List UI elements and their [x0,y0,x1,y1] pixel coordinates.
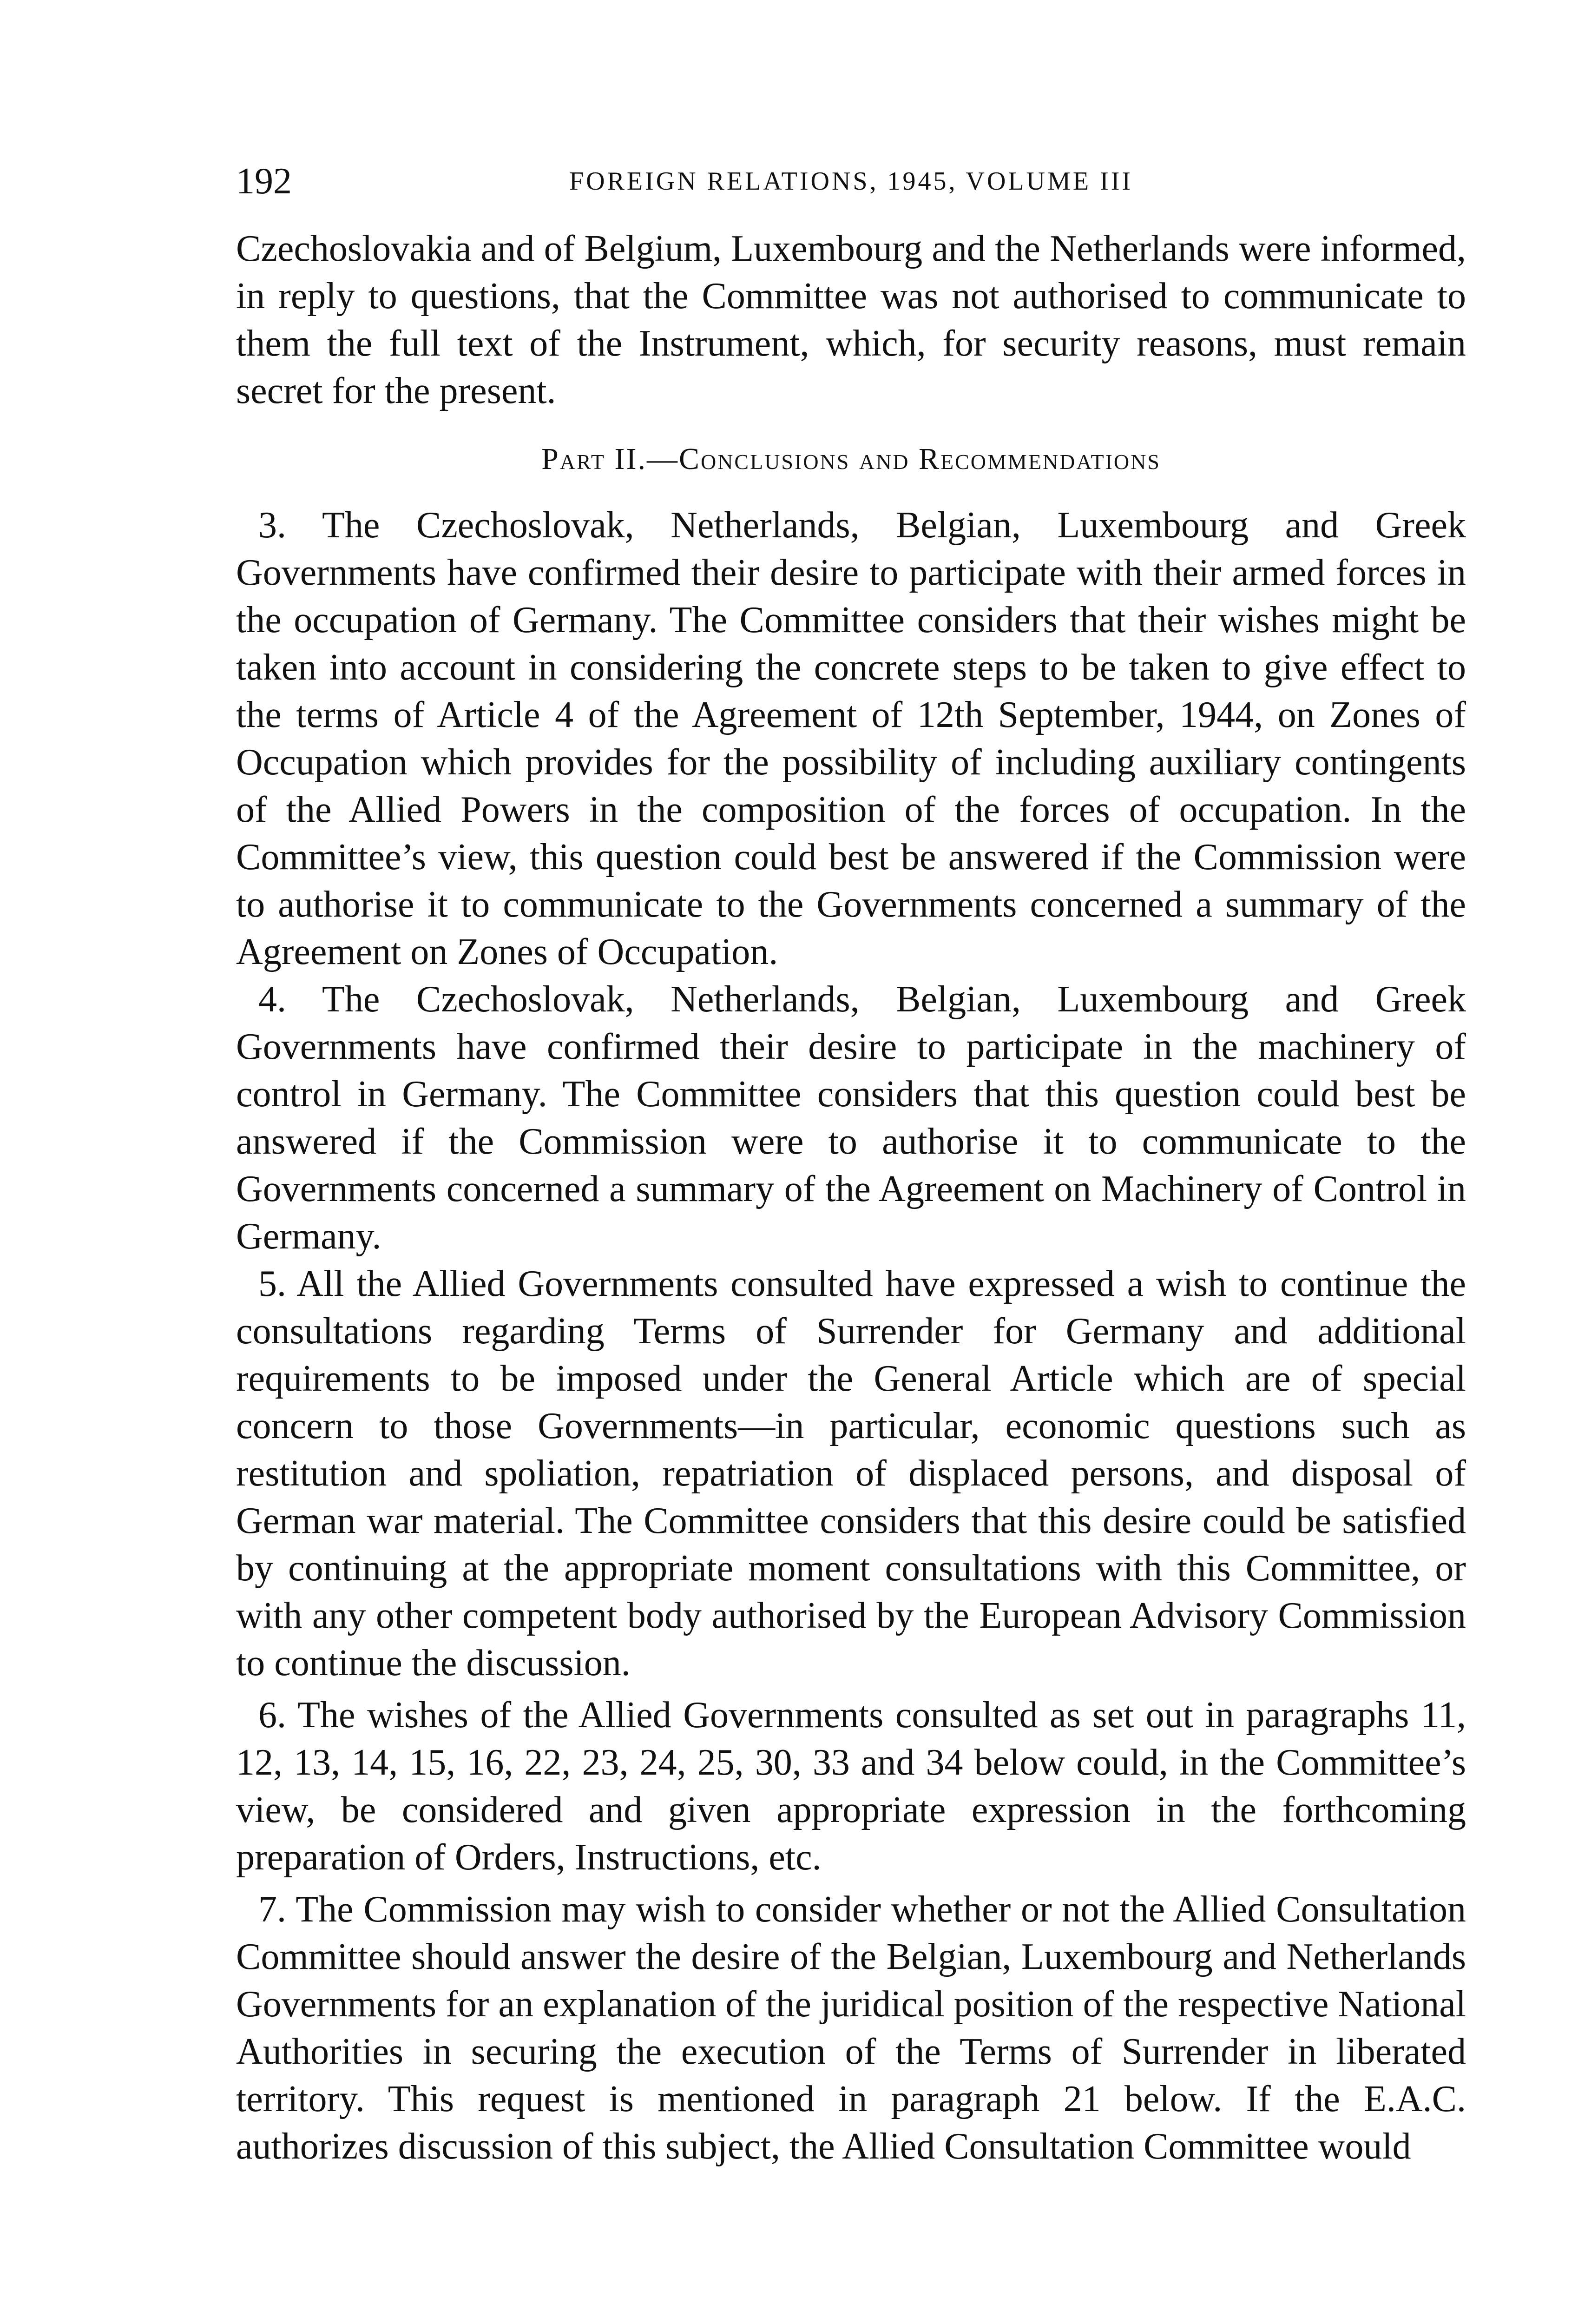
running-head: FOREIGN RELATIONS, 1945, VOLUME III [569,167,1133,196]
paragraph-5: 5. All the Allied Governments consulted have expressed a wish to continue the consultations regarding Terms of Surrender for Germany and additional requirements to be imposed under the General Article which are of special concern to those Governments—in particular, economic questions such as restitution and spoliation, repatriation of displaced persons, and disposal of German war material. The Committee considers that this desire could be satisfied by continuing at the appropriate moment consultations with this Committee, or with any other competent body authorised by the European Advisory Commission to continue the discussion. [236,1263,1466,1684]
document-body [236,225,1466,2170]
intro-paragraph: Czechoslovakia and of Belgium, Luxembourg and the Netherlands were informed, in reply to questions, that the Committee was not authorised to communicate to them the full text of the Instrument, which, for security reasons, must remain secret for the present. [236,228,1466,411]
document-page [236,153,1466,2170]
part-heading: Part II.—Conclusions and Recommendations [541,442,1161,476]
paragraph-6: 6. The wishes of the Allied Governments consulted as set out in paragraphs 11, 12, 13, 14, 15, 16, 22, 23, 24, 25, 30, 33 and 34 below could, in the Committee’s view, be considered and given appropriate expression in the forthcoming preparation of Orders, Instructions, etc. [236,1695,1466,1878]
paragraph-7: 7. The Commission may wish to consider whether or not the Allied Consultation Committee should answer the desire of the Belgian, Luxembourg and Netherlands Governments for an explanation of the juridical position of the respective National Authorities in securing the execution of the Terms of Surrender in liberated territory. This request is mentioned in paragraph 21 below. If the E.A.C. authorizes discussion of this subject, the Allied Consultation Committee would [236,1889,1466,2167]
paragraph-3: 3. The Czechoslovak, Netherlands, Belgian, Luxembourg and Greek Governments have confirmed their desire to participate with their armed forces in the occupation of Germany. The Committee considers that their wishes might be taken into account in considering the concrete steps to be taken to give effect to the terms of Article 4 of the Agreement of 12th September, 1944, on Zones of Occupation which provides for the possibility of including auxiliary contingents of the Allied Powers in the composition of the forces of occupation. In the Committee’s view, this question could best be answered if the Commission were to authorise it to communicate to the Governments concerned a summary of the Agreement on Zones of Occupation. [236,505,1466,972]
page-number: 192 [236,161,292,202]
paragraph-4: 4. The Czechoslovak, Netherlands, Belgian, Luxembourg and Greek Governments have confirmed their desire to participate in the machinery of control in Germany. The Committee considers that this question could best be answered if the Commission were to authorise it to communicate to the Governments concerned a summary of the Agreement on Machinery of Control in Germany. [236,979,1466,1257]
page-header [236,153,1466,209]
